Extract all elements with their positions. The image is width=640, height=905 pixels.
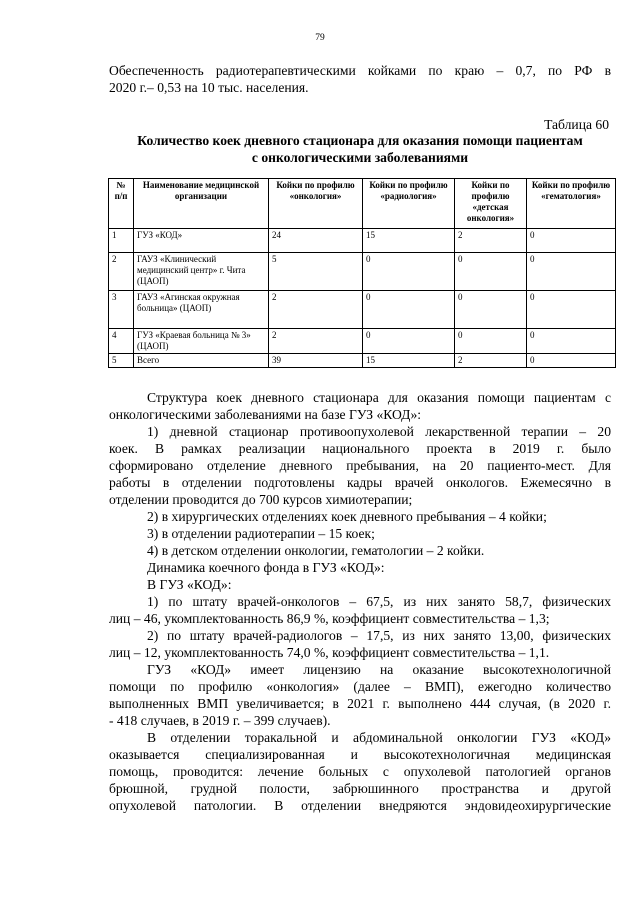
cell-child-oncology: 0 (455, 291, 527, 329)
cell-hematology: 0 (527, 229, 616, 253)
cell-child-oncology: 2 (455, 354, 527, 368)
paragraph (109, 389, 611, 423)
cell-number: 4 (109, 329, 134, 354)
intro-paragraph (109, 62, 611, 96)
body-text (109, 389, 611, 814)
text-line: сформировано отделение дневного пребывания, на 20 пациенто-мест. Для (109, 458, 611, 473)
cell-oncology: 2 (269, 329, 363, 354)
paragraph (109, 525, 611, 542)
cell-hematology: 0 (527, 253, 616, 291)
paragraph (109, 593, 611, 627)
paragraph (109, 661, 611, 729)
cell-oncology: 5 (269, 253, 363, 291)
header-oncology: Койки по профилю «онкология» (269, 179, 363, 229)
text-line: 2) в хирургических отделениях коек дневного пребывания – 4 койки; (147, 509, 547, 524)
table-total-row (109, 354, 616, 368)
table-title-line: с онкологическими заболеваниями (251, 150, 469, 165)
cell-number: 3 (109, 291, 134, 329)
cell-child-oncology: 0 (455, 329, 527, 354)
beds-table (108, 178, 616, 368)
cell-oncology: 2 (269, 291, 363, 329)
cell-radiology: 0 (363, 329, 455, 354)
text-line: опухолевой патологии. В отделении внедряются эндовидеохирургические (109, 798, 611, 813)
cell-child-oncology: 2 (455, 229, 527, 253)
table-row (109, 329, 616, 354)
text-line: 3) в отделении радиотерапии – 15 коек; (147, 526, 375, 541)
paragraph (109, 423, 611, 508)
text-line: онкологическими заболеваниями на базе ГУЗ «КОД»: (109, 407, 422, 422)
text-line: В ГУЗ «КОД»: (147, 577, 232, 592)
text-line: 2) по штату врачей-радиологов – 17,5, из них занято 13,00, физических (147, 628, 611, 643)
text-line: ГУЗ «КОД» имеет лицензию на оказание высокотехнологичной (147, 662, 611, 677)
cell-number: 1 (109, 229, 134, 253)
paragraph (109, 559, 611, 576)
cell-organization: ГУЗ «КОД» (134, 229, 269, 253)
text-line: Обеспеченность радиотерапевтическими койками по краю – 0,7, по РФ в (109, 63, 611, 78)
text-line: - 418 случаев, в 2019 г. – 399 случаев). (109, 713, 331, 728)
paragraph (109, 542, 611, 559)
cell-radiology: 0 (363, 253, 455, 291)
text-line: коек. В рамках реализации национального проекта в 2019 г. было (109, 441, 611, 456)
text-line: отделении проводится до 700 курсов химиотерапии; (109, 492, 413, 507)
cell-radiology: 15 (363, 229, 455, 253)
text-line: Динамика коечного фонда в ГУЗ «КОД»: (147, 560, 385, 575)
text-line: брюшной, грудной полости, забрюшинного пространства и другой (109, 781, 611, 796)
header-child-oncology: Койки по профилю «детская онкология» (455, 179, 527, 229)
table-label: Таблица 60 (544, 117, 609, 132)
header-hematology: Койки по профилю «гематология» (527, 179, 616, 229)
text-line: Структура коек дневного стационара для оказания помощи пациентам с (147, 390, 611, 405)
text-line: лиц – 12, укомплектованность 74,0 %, коэффициент совместительства – 1,1. (109, 645, 550, 660)
text-line: 4) в детском отделении онкологии, гематологии – 2 койки. (147, 543, 485, 558)
page-number: 79 (315, 33, 325, 43)
cell-oncology: 39 (269, 354, 363, 368)
header-radiology: Койки по профилю «радиология» (363, 179, 455, 229)
text-line: 1) по штату врачей-онкологов – 67,5, из них занято 58,7, физических (147, 594, 611, 609)
text-line: выполненных ВМП увеличивается; в 2021 г. выполнено 444 случая, (в 2020 г. (109, 696, 611, 711)
cell-organization: ГАУЗ «Клинический медицинский центр» г. Чита (ЦАОП) (134, 253, 269, 291)
text-line: помощь, проводится: лечение больных с опухолевой патологией органов (109, 764, 611, 779)
text-line: работы в отделении подготовлены кадры врачей онкологов. Ежемесячно в (109, 475, 611, 490)
cell-number: 5 (109, 354, 134, 368)
cell-radiology: 0 (363, 291, 455, 329)
text-line: лиц – 46, укомплектованность 86,9 %, коэффициент совместительства – 1,3; (109, 611, 550, 626)
paragraph (109, 508, 611, 525)
cell-hematology: 0 (527, 291, 616, 329)
cell-organization: ГАУЗ «Агинская окружная больница» (ЦАОП) (134, 291, 269, 329)
cell-radiology: 15 (363, 354, 455, 368)
paragraph (109, 627, 611, 661)
cell-hematology: 0 (527, 329, 616, 354)
cell-organization: Всего (134, 354, 269, 368)
text-line: В отделении торакальной и абдоминальной онкологии ГУЗ «КОД» (147, 730, 611, 745)
cell-organization: ГУЗ «Краевая больница № 3» (ЦАОП) (134, 329, 269, 354)
text-line: 2020 г.– 0,53 на 10 тыс. населения. (109, 80, 309, 95)
paragraph (109, 576, 611, 593)
cell-child-oncology: 0 (455, 253, 527, 291)
table-header-row (109, 179, 616, 229)
text-line: оказывается специализированная и высокотехнологичная медицинская (109, 747, 611, 762)
cell-hematology: 0 (527, 354, 616, 368)
table-title (109, 132, 611, 166)
cell-number: 2 (109, 253, 134, 291)
cell-oncology: 24 (269, 229, 363, 253)
paragraph (109, 729, 611, 814)
header-organization: Наименование медицинской организации (134, 179, 269, 229)
header-number: № п/п (109, 179, 134, 229)
text-line: 1) дневной стационар противоопухолевой лекарственной терапии – 20 (147, 424, 611, 439)
text-line: помощи по профилю «онкология» (далее – ВМП), ежегодно количество (109, 679, 611, 694)
table-row (109, 253, 616, 291)
table-title-line: Количество коек дневного стационара для оказания помощи пациентам (137, 133, 583, 148)
table-row (109, 291, 616, 329)
table-row (109, 229, 616, 253)
